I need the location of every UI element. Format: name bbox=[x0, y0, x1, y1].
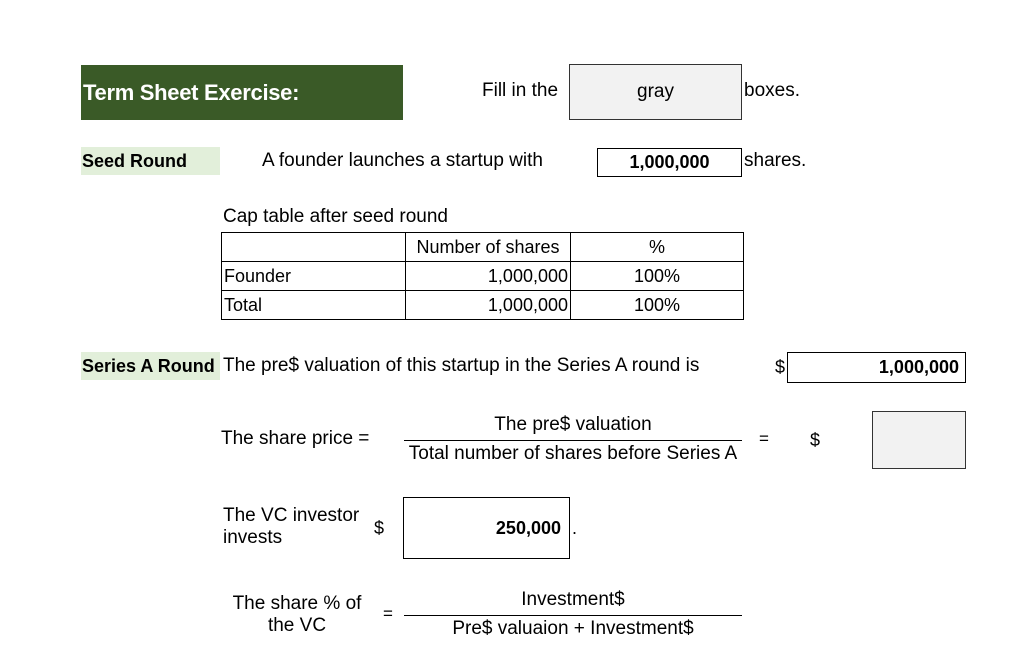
table-cell: Total bbox=[222, 291, 406, 320]
cap-table-caption: Cap table after seed round bbox=[223, 206, 448, 227]
table-header-cell: Number of shares bbox=[406, 233, 571, 262]
share-price-currency: $ bbox=[810, 430, 821, 450]
table-cell: Founder bbox=[222, 262, 406, 291]
vc-invest-label-line2: invests bbox=[223, 527, 283, 548]
share-price-label: The share price = bbox=[221, 428, 370, 449]
instruction-suffix: boxes. bbox=[744, 80, 800, 101]
series-a-currency: $ bbox=[775, 357, 786, 377]
seed-shares-suffix: shares. bbox=[744, 150, 807, 171]
share-price-denominator: Total number of shares before Series A bbox=[408, 443, 738, 464]
table-cell: 100% bbox=[571, 262, 744, 291]
cap-table bbox=[221, 232, 744, 320]
seed-sentence: A founder launches a startup with bbox=[262, 150, 543, 171]
table-cell: 1,000,000 bbox=[406, 262, 571, 291]
table-row bbox=[222, 291, 744, 320]
series-a-sentence: The pre$ valuation of this startup in the Series A round is bbox=[223, 355, 700, 376]
vc-share-fraction-line bbox=[404, 615, 742, 616]
vc-investment-input[interactable]: 250,000 bbox=[403, 497, 570, 559]
table-cell: 1,000,000 bbox=[406, 291, 571, 320]
vc-invest-currency: $ bbox=[374, 518, 385, 538]
table-header-cell bbox=[222, 233, 406, 262]
vc-share-label-line2: the VC bbox=[267, 615, 327, 636]
instruction-prefix: Fill in the bbox=[482, 80, 559, 101]
share-price-numerator: The pre$ valuation bbox=[494, 414, 652, 435]
vc-share-numerator: Investment$ bbox=[521, 589, 625, 610]
table-header-row bbox=[222, 233, 744, 262]
vc-invest-label bbox=[223, 505, 359, 549]
gray-sample-box: gray bbox=[569, 64, 742, 120]
seed-round-label: Seed Round bbox=[81, 147, 220, 175]
share-price-input[interactable] bbox=[872, 411, 966, 469]
share-price-fraction-line bbox=[404, 440, 742, 441]
table-cell: 100% bbox=[571, 291, 744, 320]
share-price-equals: = bbox=[759, 429, 769, 448]
vc-invest-label-line1: The VC investor bbox=[223, 505, 360, 526]
series-a-label: Series A Round bbox=[81, 352, 220, 380]
seed-shares-input[interactable]: 1,000,000 bbox=[597, 148, 742, 177]
exercise-title: Term Sheet Exercise: bbox=[81, 65, 403, 120]
vc-invest-period: . bbox=[572, 518, 578, 538]
table-header-cell: % bbox=[571, 233, 744, 262]
vc-share-label-line1: The share % of bbox=[232, 593, 362, 614]
vc-share-equals: = bbox=[383, 604, 393, 623]
pre-money-valuation-input[interactable]: 1,000,000 bbox=[787, 352, 966, 383]
table-row bbox=[222, 262, 744, 291]
vc-share-denominator: Pre$ valuaion + Investment$ bbox=[452, 618, 694, 639]
vc-share-label bbox=[222, 593, 372, 637]
